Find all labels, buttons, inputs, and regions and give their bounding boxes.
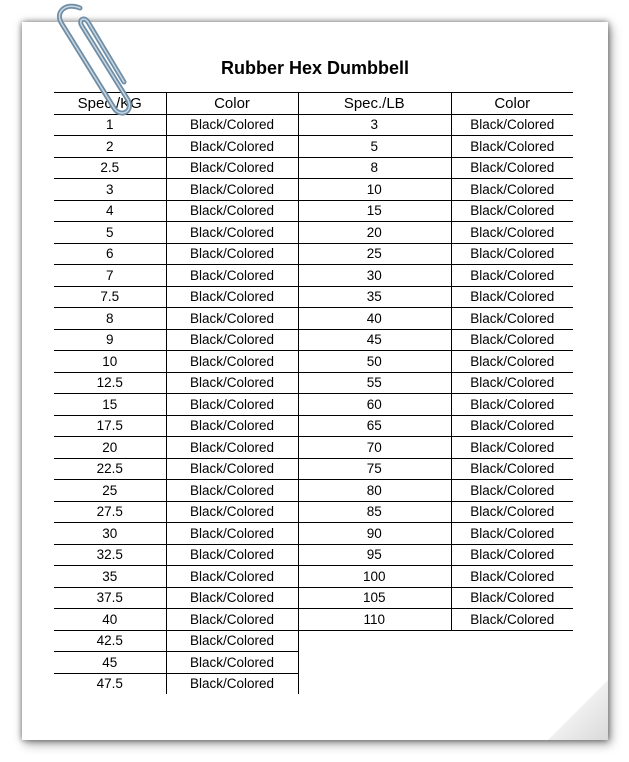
spec-cell: 35: [54, 566, 166, 588]
page-title: Rubber Hex Dumbbell: [220, 58, 410, 78]
color-cell: Black/Colored: [451, 308, 573, 330]
spec-cell: 42.5: [54, 630, 166, 652]
table-row: [54, 265, 298, 287]
table-row: [54, 673, 298, 695]
page-curl: [548, 680, 608, 740]
table-row: [54, 544, 298, 566]
table-row: [298, 501, 573, 523]
color-cell: Black/Colored: [166, 394, 298, 416]
table-row: [54, 501, 298, 523]
spec-cell: 8: [54, 308, 166, 330]
color-cell: Black/Colored: [166, 523, 298, 545]
spec-cell: 50: [298, 351, 451, 373]
table-row: [54, 480, 298, 502]
spec-cell: 2.5: [54, 157, 166, 179]
spec-cell: 8: [298, 157, 451, 179]
table-row: [54, 372, 298, 394]
table-row: [298, 437, 573, 459]
cut-off-edge: [52, 694, 312, 702]
spec-cell: 47.5: [54, 673, 166, 695]
color-cell: Black/Colored: [451, 200, 573, 222]
spec-cell: 5: [54, 222, 166, 244]
table-row: [54, 157, 298, 179]
table-row: [54, 415, 298, 437]
spec-cell: 65: [298, 415, 451, 437]
color-cell: Black/Colored: [451, 136, 573, 158]
color-cell: Black/Colored: [166, 329, 298, 351]
table-row: [298, 329, 573, 351]
color-cell: Black/Colored: [451, 544, 573, 566]
spec-cell: 100: [298, 566, 451, 588]
table-row: [54, 308, 298, 330]
color-cell: Black/Colored: [166, 501, 298, 523]
table-row: [298, 523, 573, 545]
color-cell: Black/Colored: [451, 458, 573, 480]
color-cell: Black/Colored: [166, 673, 298, 695]
table-row: [298, 351, 573, 373]
color-cell: Black/Colored: [166, 114, 298, 136]
color-cell: Black/Colored: [451, 372, 573, 394]
table-row: [298, 200, 573, 222]
spec-cell: 40: [298, 308, 451, 330]
color-cell: Black/Colored: [166, 351, 298, 373]
color-cell: Black/Colored: [166, 458, 298, 480]
table-row: [298, 480, 573, 502]
color-cell: Black/Colored: [166, 587, 298, 609]
spec-cell: 2: [54, 136, 166, 158]
spec-cell: 40: [54, 609, 166, 631]
spec-cell: 10: [298, 179, 451, 201]
spec-cell: 5: [298, 136, 451, 158]
table-row: [298, 265, 573, 287]
spec-cell: 30: [298, 265, 451, 287]
table-row: [54, 458, 298, 480]
table-row: [54, 394, 298, 416]
color-cell: Black/Colored: [451, 265, 573, 287]
table-row: [298, 566, 573, 588]
document-page: [22, 22, 608, 740]
color-cell: Black/Colored: [451, 501, 573, 523]
spec-cell: 17.5: [54, 415, 166, 437]
table-row: [298, 544, 573, 566]
table-row: [298, 243, 573, 265]
spec-cell: 30: [54, 523, 166, 545]
color-cell: Black/Colored: [451, 114, 573, 136]
column-header-spec-lb: Spec./LB: [298, 93, 451, 115]
color-cell: Black/Colored: [451, 415, 573, 437]
color-cell: Black/Colored: [451, 351, 573, 373]
table-row: [298, 372, 573, 394]
table-row: [54, 652, 298, 674]
spec-cell: 90: [298, 523, 451, 545]
color-cell: Black/Colored: [451, 566, 573, 588]
spec-cell: 25: [298, 243, 451, 265]
spec-cell: 6: [54, 243, 166, 265]
color-cell: Black/Colored: [451, 437, 573, 459]
table-row: [298, 157, 573, 179]
spec-cell: 25: [54, 480, 166, 502]
table-row: [298, 394, 573, 416]
color-cell: Black/Colored: [451, 523, 573, 545]
color-cell: Black/Colored: [166, 136, 298, 158]
spec-cell: 10: [54, 351, 166, 373]
table-row: [54, 200, 298, 222]
spec-cell: 20: [298, 222, 451, 244]
column-header-color: Color: [166, 93, 298, 115]
paperclip-icon: [36, 0, 136, 125]
table-row: [298, 286, 573, 308]
table-row: [298, 415, 573, 437]
color-cell: Black/Colored: [166, 200, 298, 222]
table-row: [54, 286, 298, 308]
color-cell: Black/Colored: [451, 179, 573, 201]
table-row: [298, 222, 573, 244]
table-row: [298, 587, 573, 609]
spec-cell: 15: [298, 200, 451, 222]
table-row: [54, 523, 298, 545]
table-row: [298, 136, 573, 158]
column-header-color: Color: [451, 93, 573, 115]
spec-cell: 3: [298, 114, 451, 136]
color-cell: Black/Colored: [166, 566, 298, 588]
table-row: [54, 566, 298, 588]
table-row: [298, 114, 573, 136]
color-cell: Black/Colored: [166, 179, 298, 201]
spec-cell: 7: [54, 265, 166, 287]
spec-cell: 32.5: [54, 544, 166, 566]
spec-cell: 45: [54, 652, 166, 674]
kg-spec-table: [54, 92, 299, 695]
table-row: [54, 222, 298, 244]
table-row: [54, 243, 298, 265]
spec-cell: 1: [54, 114, 166, 136]
spec-cell: 55: [298, 372, 451, 394]
color-cell: Black/Colored: [166, 609, 298, 631]
spec-cell: 110: [298, 609, 451, 631]
color-cell: Black/Colored: [166, 243, 298, 265]
color-cell: Black/Colored: [451, 243, 573, 265]
color-cell: Black/Colored: [166, 630, 298, 652]
color-cell: Black/Colored: [166, 415, 298, 437]
spec-cell: 105: [298, 587, 451, 609]
table-row: [298, 308, 573, 330]
spec-cell: 37.5: [54, 587, 166, 609]
spec-cell: 35: [298, 286, 451, 308]
color-cell: Black/Colored: [451, 157, 573, 179]
spec-cell: 22.5: [54, 458, 166, 480]
spec-cell: 27.5: [54, 501, 166, 523]
spec-cell: 9: [54, 329, 166, 351]
spec-cell: 60: [298, 394, 451, 416]
color-cell: Black/Colored: [166, 480, 298, 502]
table-row: [54, 329, 298, 351]
table-row: [54, 351, 298, 373]
table-row: [54, 587, 298, 609]
color-cell: Black/Colored: [166, 222, 298, 244]
color-cell: Black/Colored: [166, 544, 298, 566]
table-row: [54, 179, 298, 201]
color-cell: Black/Colored: [166, 372, 298, 394]
spec-cell: 12.5: [54, 372, 166, 394]
spec-cell: 45: [298, 329, 451, 351]
lb-spec-table: [298, 92, 573, 631]
color-cell: Black/Colored: [451, 286, 573, 308]
color-cell: Black/Colored: [451, 329, 573, 351]
table-row: [54, 630, 298, 652]
spec-cell: 75: [298, 458, 451, 480]
color-cell: Black/Colored: [451, 394, 573, 416]
spec-cell: 80: [298, 480, 451, 502]
spec-cell: 15: [54, 394, 166, 416]
color-cell: Black/Colored: [166, 265, 298, 287]
table-header-row: [298, 93, 573, 115]
spec-cell: 3: [54, 179, 166, 201]
color-cell: Black/Colored: [166, 286, 298, 308]
table-row: [54, 136, 298, 158]
spec-cell: 95: [298, 544, 451, 566]
table-row: [54, 609, 298, 631]
spec-cell: 70: [298, 437, 451, 459]
table-row: [298, 179, 573, 201]
table-row: [298, 609, 573, 631]
color-cell: Black/Colored: [451, 222, 573, 244]
color-cell: Black/Colored: [166, 157, 298, 179]
table-row: [54, 437, 298, 459]
color-cell: Black/Colored: [166, 308, 298, 330]
table-row: [298, 458, 573, 480]
spec-cell: 7.5: [54, 286, 166, 308]
color-cell: Black/Colored: [166, 652, 298, 674]
color-cell: Black/Colored: [451, 609, 573, 631]
color-cell: Black/Colored: [451, 480, 573, 502]
spec-cell: 4: [54, 200, 166, 222]
color-cell: Black/Colored: [166, 437, 298, 459]
spec-cell: 85: [298, 501, 451, 523]
color-cell: Black/Colored: [451, 587, 573, 609]
spec-cell: 20: [54, 437, 166, 459]
column-header-spec-kg: Spec./KG: [54, 93, 166, 115]
